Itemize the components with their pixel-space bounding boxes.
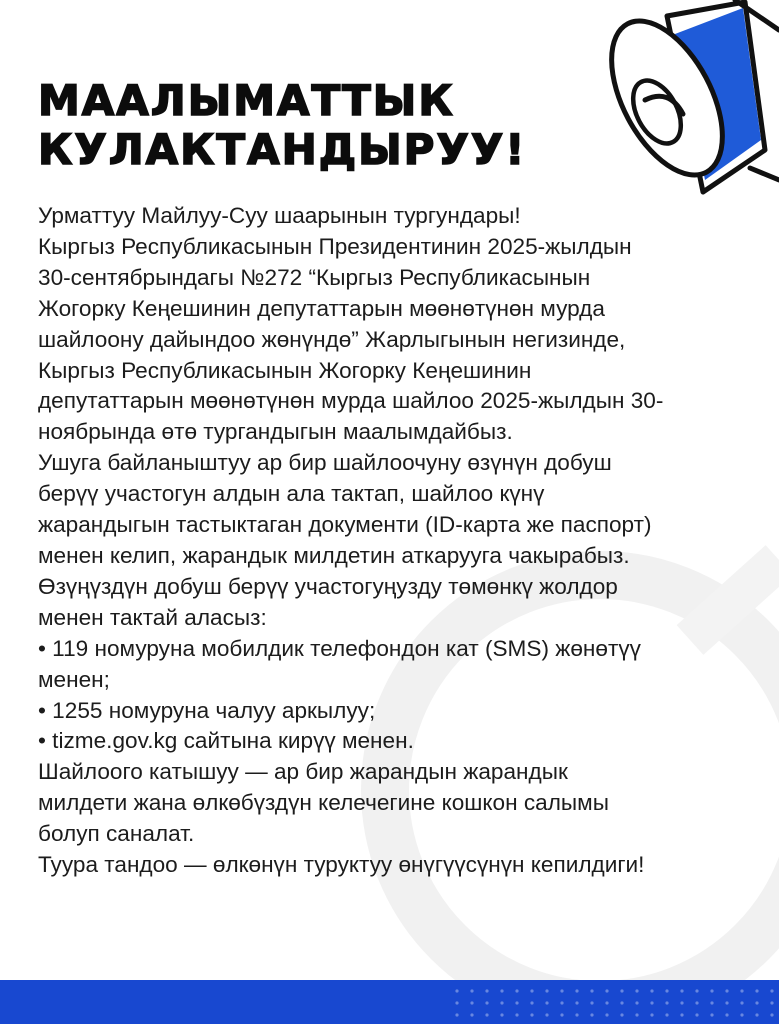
footer-dot [470,1013,473,1016]
footer-dot [755,1013,758,1016]
footer-dot [500,1001,503,1004]
footer-dot [500,1013,503,1016]
footer-dot [470,1001,473,1004]
body-line: Кыргыз Республикасынын Президентинин 2025-жылдын [38,233,632,259]
body-line: ноябрында өтө тургандыгын маалымдайбыз. [38,419,513,445]
announcement-body [38,201,778,881]
footer-dot [695,989,698,992]
body-line: 30-сентябрындагы №272 “Кыргыз Республикасынын [38,264,591,290]
body-line: • 119 номуруна мобилдик телефондон кат (SMS) жөнөтүү [38,635,641,661]
footer-dot [770,989,773,992]
body-line: Өзүңүздүн добуш берүү участогуңузду төмөнкү жолдор [38,573,618,599]
footer-dot [695,1001,698,1004]
footer-dot [740,989,743,992]
footer-dot [725,1013,728,1016]
body-line: Урматтуу Майлуу-Суу шаарынын тургундары! [38,203,521,228]
footer-dot [530,989,533,992]
footer-dot [665,1013,668,1016]
footer-dot [695,1013,698,1016]
body-line: менен келип, жарандык милдетин аткарууга чакырабыз. [38,542,630,568]
footer-dot [485,1013,488,1016]
footer-dot [515,989,518,992]
footer-dot [755,989,758,992]
footer-dot [665,1001,668,1004]
footer-dot [590,1001,593,1004]
body-line: Жогорку Кеңешинин депутаттарын мөөнөтүнөн мурда [38,295,605,321]
body-line: • tizme.gov.kg сайтына кирүү менен. [38,728,414,754]
footer-dot [530,1001,533,1004]
body-line: берүү участогун алдын ала тактап, шайлоо күнү [38,481,545,507]
footer-dot [560,989,563,992]
body-line: болуп саналат. [38,821,195,847]
footer-dot [620,1013,623,1016]
footer-dot [575,1001,578,1004]
body-line: Ушуга байланыштуу ар бир шайлоочуну өзүнүн добуш [38,450,612,476]
body-line: Кыргыз Республикасынын Жогорку Кеңешинин [38,357,532,383]
body-line: Шайлоого катышуу — ар бир жарандын жарандык [38,759,568,785]
footer-dot [605,1001,608,1004]
footer-dot [560,1001,563,1004]
dot-pattern [449,985,779,1021]
footer-dot [635,1013,638,1016]
footer-dot [710,1001,713,1004]
footer-dot [770,1013,773,1016]
footer-dot [725,989,728,992]
footer-dot [680,1001,683,1004]
footer-dot [455,989,458,992]
footer-dot [485,989,488,992]
footer-dot [635,1001,638,1004]
body-line: • 1255 номуруна чалуу аркылуу; [38,697,376,723]
footer-dot [515,1013,518,1016]
footer-dot [680,1013,683,1016]
footer-dot [740,1001,743,1004]
body-line: Туура тандоо — өлкөнүн туруктуу өнүгүүсүнүн кепилдиги! [38,852,645,878]
body-line: жарандыгын тастыктаган документи (ID-карта же паспорт) [38,512,652,538]
footer-dot [770,1001,773,1004]
footer-dot [605,1013,608,1016]
footer-dot [545,1001,548,1004]
footer-dot [620,1001,623,1004]
footer-dot [470,989,473,992]
body-line: шайлоону дайындоо жөнүндө” Жарлыгынын негизинде, [38,326,626,352]
title-line-2: КУЛАКТАНДЫРУУ! [38,125,527,174]
footer-dot [665,989,668,992]
footer-dot [680,989,683,992]
footer-dot [575,1013,578,1016]
body-line: милдети жана өлкөбүздүн келечегине кошкон салымы [38,790,609,816]
footer-dot [530,1013,533,1016]
footer-dot [455,1001,458,1004]
megaphone-icon [585,0,779,205]
footer-dot [740,1013,743,1016]
footer-dot [515,1001,518,1004]
body-line: депутаттарын мөөнөтүнөн мурда шайлоо 2025-жылдын 30- [38,388,664,414]
footer-dot [575,989,578,992]
footer-dot [605,989,608,992]
footer-dot [650,1013,653,1016]
body-line: менен тактай аласыз: [38,604,267,630]
footer-dot [500,989,503,992]
footer-dot [590,989,593,992]
page-title [38,76,526,174]
footer-dot [455,1013,458,1016]
footer-dot [725,1001,728,1004]
footer-dot [755,1001,758,1004]
footer-dot [590,1013,593,1016]
footer-dot [545,989,548,992]
footer-dot [545,1013,548,1016]
footer-dot [650,1001,653,1004]
footer-dot [620,989,623,992]
footer-dot [560,1013,563,1016]
footer-dot [635,989,638,992]
footer-dot [710,989,713,992]
footer-dot [710,1013,713,1016]
footer-dot [485,1001,488,1004]
footer-dot [650,989,653,992]
body-line: менен; [38,666,110,692]
title-line-1: МААЛЫМАТТЫК [38,76,455,125]
